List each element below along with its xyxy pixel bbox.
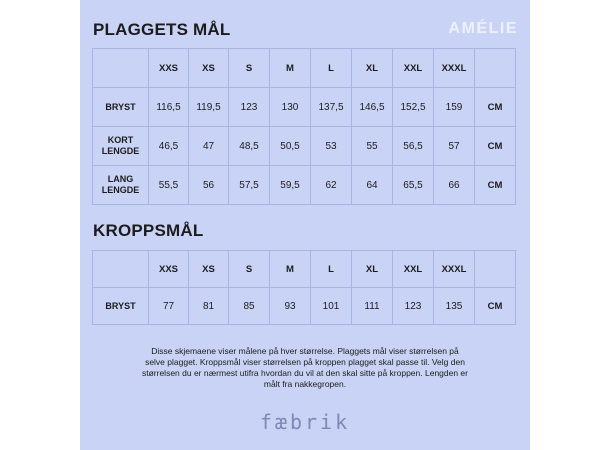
- measurement-row: [93, 288, 516, 325]
- measurement-value: 152,5: [393, 88, 434, 127]
- note-line: selve plagget. Kroppsmål viser størrelsen på kroppen plagget skal passe til. Velg den: [145, 357, 465, 367]
- size-header-cell: L: [311, 251, 352, 288]
- measurement-value: 53: [311, 127, 352, 166]
- measurement-row: [93, 88, 516, 127]
- size-header-cell: S: [229, 251, 270, 288]
- size-header-row: [93, 49, 516, 88]
- garment-measurements-title: PLAGGETS MÅL: [93, 20, 231, 39]
- measurement-value: 62: [311, 166, 352, 205]
- empty-cell: [475, 251, 516, 288]
- size-header-cell: XXXL: [434, 49, 475, 88]
- measurement-label-line: LENGDE: [101, 185, 140, 195]
- size-header-cell: XXXL: [434, 251, 475, 288]
- garment-size-table: [92, 48, 516, 205]
- measurement-value: 56: [189, 166, 229, 205]
- measurement-value: 77: [149, 288, 189, 325]
- measurement-value: 55,5: [149, 166, 189, 205]
- unit-cell: CM: [475, 88, 516, 127]
- measurement-value: 119,5: [189, 88, 229, 127]
- size-header-cell: XXL: [393, 251, 434, 288]
- measurement-label-line: BRYST: [105, 300, 136, 311]
- measurement-value: 93: [270, 288, 311, 325]
- size-header-cell: XL: [352, 49, 393, 88]
- measurement-value: 130: [270, 88, 311, 127]
- size-header-cell: XS: [189, 251, 229, 288]
- measurement-value: 50,5: [270, 127, 311, 166]
- size-header-cell: XS: [189, 49, 229, 88]
- size-header-cell: M: [270, 251, 311, 288]
- unit-cell: CM: [475, 127, 516, 166]
- measurement-label-line: LANG: [107, 174, 134, 184]
- measurement-value: 66: [434, 166, 475, 205]
- size-header-row: [93, 251, 516, 288]
- measurement-value: 137,5: [311, 88, 352, 127]
- measurement-value: 46,5: [149, 127, 189, 166]
- note-line: Disse skjemaene viser målene på hver størrelse. Plaggets mål viser størrelsen på: [151, 346, 459, 356]
- size-header-cell: L: [311, 49, 352, 88]
- body-size-table: [92, 250, 516, 325]
- size-info-note: [110, 346, 500, 390]
- measurement-value: 146,5: [352, 88, 393, 127]
- fabrik-logo: fæbrik: [259, 410, 351, 434]
- measurement-value: 81: [189, 288, 229, 325]
- measurement-label: [93, 127, 149, 166]
- measurement-value: 56,5: [393, 127, 434, 166]
- size-header-cell: XXS: [149, 49, 189, 88]
- empty-cell: [475, 49, 516, 88]
- measurement-label-line: BRYST: [105, 101, 136, 112]
- measurement-value: 59,5: [270, 166, 311, 205]
- size-header-cell: XXS: [149, 251, 189, 288]
- empty-cell: [93, 251, 149, 288]
- measurement-row: [93, 127, 516, 166]
- measurement-label-line: LENGDE: [101, 146, 140, 156]
- body-measurements-title: KROPPSMÅL: [93, 221, 204, 240]
- note-line: størrelsen du er nærmest utifra hvordan du vil at den skal sitte på kroppen. Lengden er: [141, 368, 468, 378]
- measurement-value: 101: [311, 288, 352, 325]
- size-header-cell: XL: [352, 251, 393, 288]
- measurement-row: [93, 166, 516, 205]
- measurement-value: 123: [229, 88, 270, 127]
- measurement-value: 57,5: [229, 166, 270, 205]
- brand-label: AMÉLIE: [448, 20, 518, 37]
- unit-cell: CM: [475, 288, 516, 325]
- measurement-value: 85: [229, 288, 270, 325]
- unit-cell: CM: [475, 166, 516, 205]
- measurement-value: 123: [393, 288, 434, 325]
- measurement-label: [93, 166, 149, 205]
- measurement-value: 116,5: [149, 88, 189, 127]
- measurement-value: 48,5: [229, 127, 270, 166]
- measurement-value: 135: [434, 288, 475, 325]
- measurement-label-line: KORT: [107, 135, 134, 145]
- measurement-value: 64: [352, 166, 393, 205]
- measurement-value: 57: [434, 127, 475, 166]
- measurement-value: 65,5: [393, 166, 434, 205]
- measurement-label: [93, 88, 149, 127]
- size-header-cell: XXL: [393, 49, 434, 88]
- size-header-cell: M: [270, 49, 311, 88]
- note-line: målt fra nakkegropen.: [263, 379, 347, 389]
- measurement-value: 159: [434, 88, 475, 127]
- empty-cell: [93, 49, 149, 88]
- size-header-cell: S: [229, 49, 270, 88]
- measurement-label: [93, 288, 149, 325]
- measurement-value: 55: [352, 127, 393, 166]
- size-chart-card: [80, 0, 530, 450]
- measurement-value: 47: [189, 127, 229, 166]
- measurement-value: 111: [352, 288, 393, 325]
